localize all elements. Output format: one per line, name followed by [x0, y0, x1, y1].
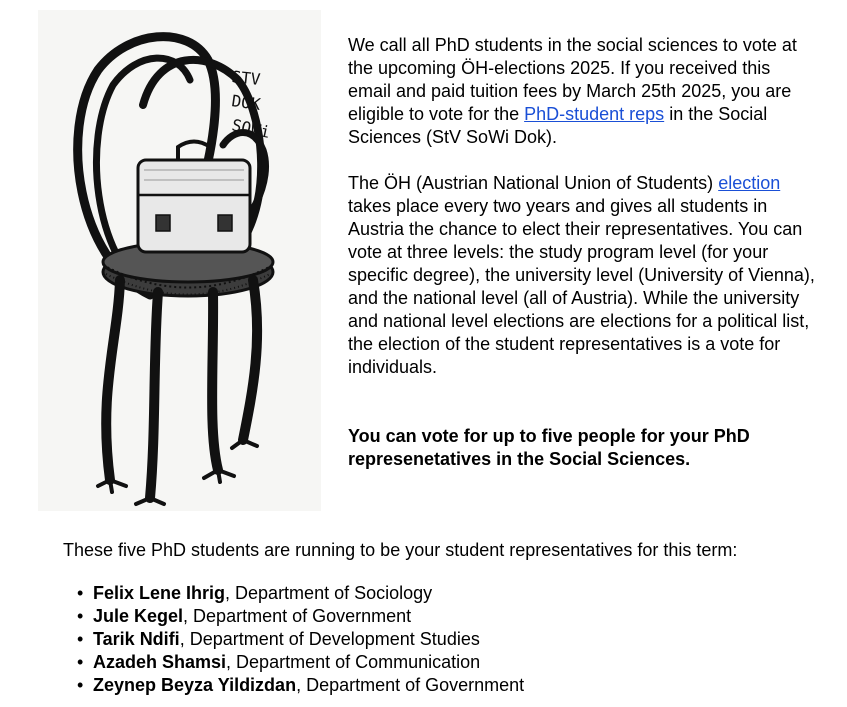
- chair-text-stv: STV: [230, 67, 262, 89]
- bullet-icon: •: [77, 652, 84, 672]
- bullet-icon: •: [77, 675, 84, 695]
- candidate-name: Jule Kegel: [93, 606, 184, 626]
- candidate-name: Tarik Ndifi: [93, 629, 180, 649]
- candidates-intro: These five PhD students are running to be your student representatives for this term:: [63, 540, 738, 560]
- intro-text: [348, 34, 818, 494]
- intro-p2-text-end: takes place every two years and gives all students in Austria the chance to elect their representatives. You can vote at three levels: the study program level (for your specific degree), the university level (University of Vienna), and the national level (all of Austria). While the university and national level elections are elections for a political list, the election of the student representatives is a vote for individuals.: [348, 196, 815, 377]
- candidate-name: Zeynep Beyza Yildizdan: [93, 675, 297, 695]
- candidate-list: [77, 582, 525, 697]
- bullet-icon: •: [77, 606, 84, 626]
- intro-p1-text: We call all PhD students in the social sciences to vote at the upcoming ÖH-elections 2025. If you received this email and paid tuition fees by March 25th 2025, you are eligible to vote for the: [348, 35, 797, 124]
- intro-p1-text-end: in the Social Sciences (StV SoWi Dok).: [348, 104, 768, 147]
- candidate-name: Azadeh Shamsi: [93, 652, 227, 672]
- chair-text-sowi: SOWi: [230, 115, 272, 142]
- intro-paragraph-2: [348, 172, 818, 379]
- candidate-department: , Department of Government: [296, 675, 525, 695]
- list-item: [77, 628, 524, 651]
- intro-paragraph-1: [348, 34, 818, 149]
- vote-limit-notice: You can vote for up to five people for your PhD represenetatives in the Social Sciences.: [348, 426, 750, 469]
- list-item: [77, 674, 525, 697]
- election-link[interactable]: election: [718, 173, 781, 193]
- list-item: [77, 651, 524, 674]
- bullet-icon: •: [77, 583, 84, 603]
- bullet-icon: •: [77, 629, 84, 649]
- candidate-department: , Department of Development Studies: [179, 629, 480, 649]
- phd-student-reps-link[interactable]: PhD-student reps: [524, 104, 665, 124]
- list-item: [77, 605, 524, 628]
- chair-text-dok: DOK: [230, 91, 262, 114]
- candidate-department: , Department of Government: [183, 606, 412, 626]
- chair-drawing: [38, 10, 321, 511]
- list-item: [77, 582, 524, 605]
- candidate-name: Felix Lene Ihrig: [93, 583, 226, 603]
- intro-p2-text: The ÖH (Austrian National Union of Students): [348, 173, 719, 193]
- chair-briefcase-illustration: [38, 10, 321, 511]
- candidate-department: , Department of Communication: [226, 652, 481, 672]
- candidate-department: , Department of Sociology: [225, 583, 433, 603]
